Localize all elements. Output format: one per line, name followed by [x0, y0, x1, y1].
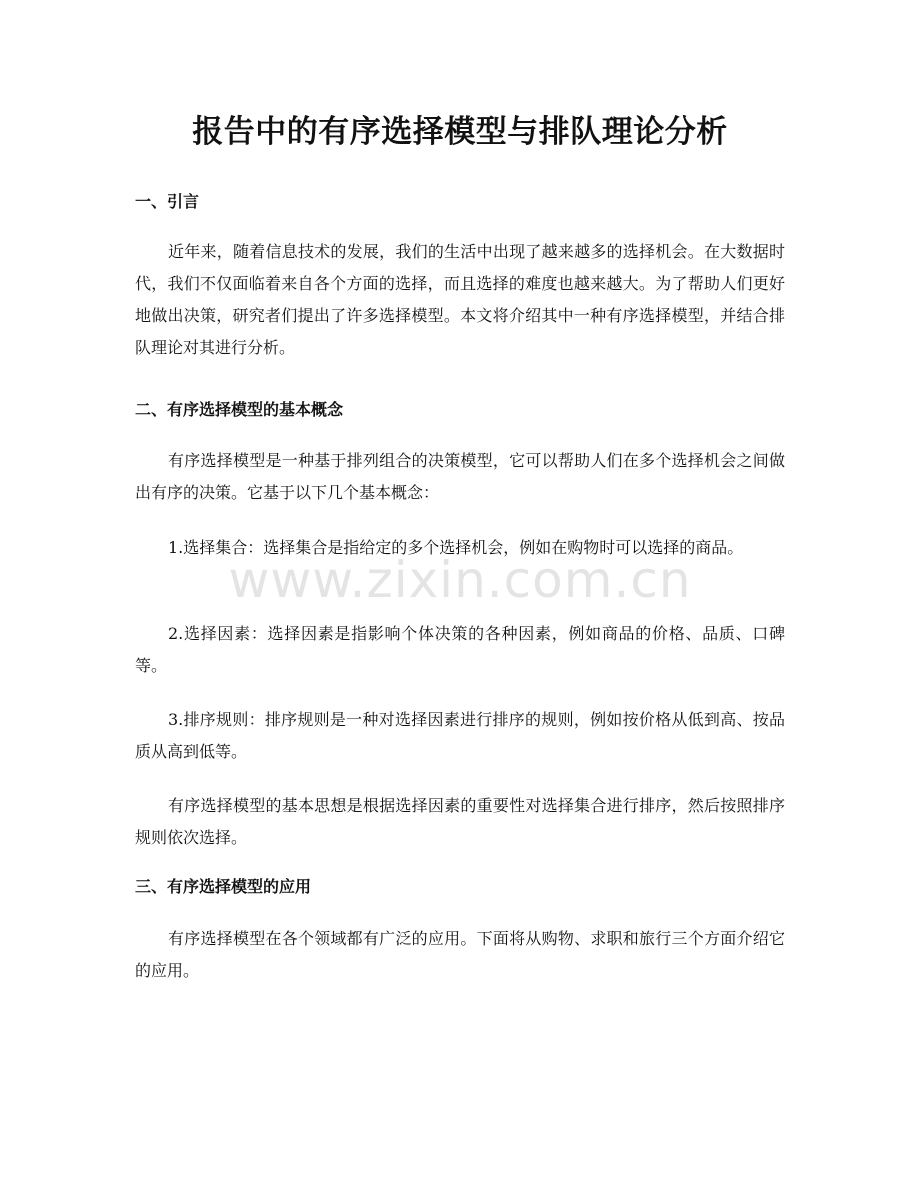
- section-heading-applications: 三、有序选择模型的应用: [135, 877, 312, 896]
- watermark-text: www.zixin.com.cn: [228, 551, 692, 609]
- paragraph-concepts-intro: 有序选择模型是一种基于排列组合的决策模型，它可以帮助人们在多个选择机会之间做出有序的决策。它基于以下几个基本概念：: [135, 451, 785, 502]
- paragraph-basic-idea: 有序选择模型的基本思想是根据选择因素的重要性对选择集合进行排序，然后按照排序规则依次选择。: [135, 796, 785, 847]
- paragraph-choice-set: 1.选择集合：选择集合是指给定的多个选择机会，例如在购物时可以选择的商品。: [168, 538, 744, 557]
- paragraph-choice-factors: 2.选择因素：选择因素是指影响个体决策的各种因素，例如商品的价格、品质、口碑等。: [135, 624, 785, 675]
- document-title: 报告中的有序选择模型与排队理论分析: [192, 114, 728, 150]
- paragraph-applications: 有序选择模型在各个领域都有广泛的应用。下面将从购物、求职和旅行三个方面介绍它的应用。: [135, 929, 785, 980]
- paragraph-sorting-rules: 3.排序规则：排序规则是一种对选择因素进行排序的规则，例如按价格从低到高、按品质从高到低等。: [135, 710, 785, 761]
- section-heading-basic-concepts: 二、有序选择模型的基本概念: [135, 400, 344, 419]
- section-heading-introduction: 一、引言: [135, 192, 200, 211]
- paragraph-introduction: 近年来，随着信息技术的发展，我们的生活中出现了越来越多的选择机会。在大数据时代，我们不仅面临着来自各个方面的选择，而且选择的难度也越来越大。为了帮助人们更好地做出决策，研究者们提出了许多选择模型。本文将介绍其中一种有序选择模型，并结合排队理论对其进行分析。: [135, 242, 785, 357]
